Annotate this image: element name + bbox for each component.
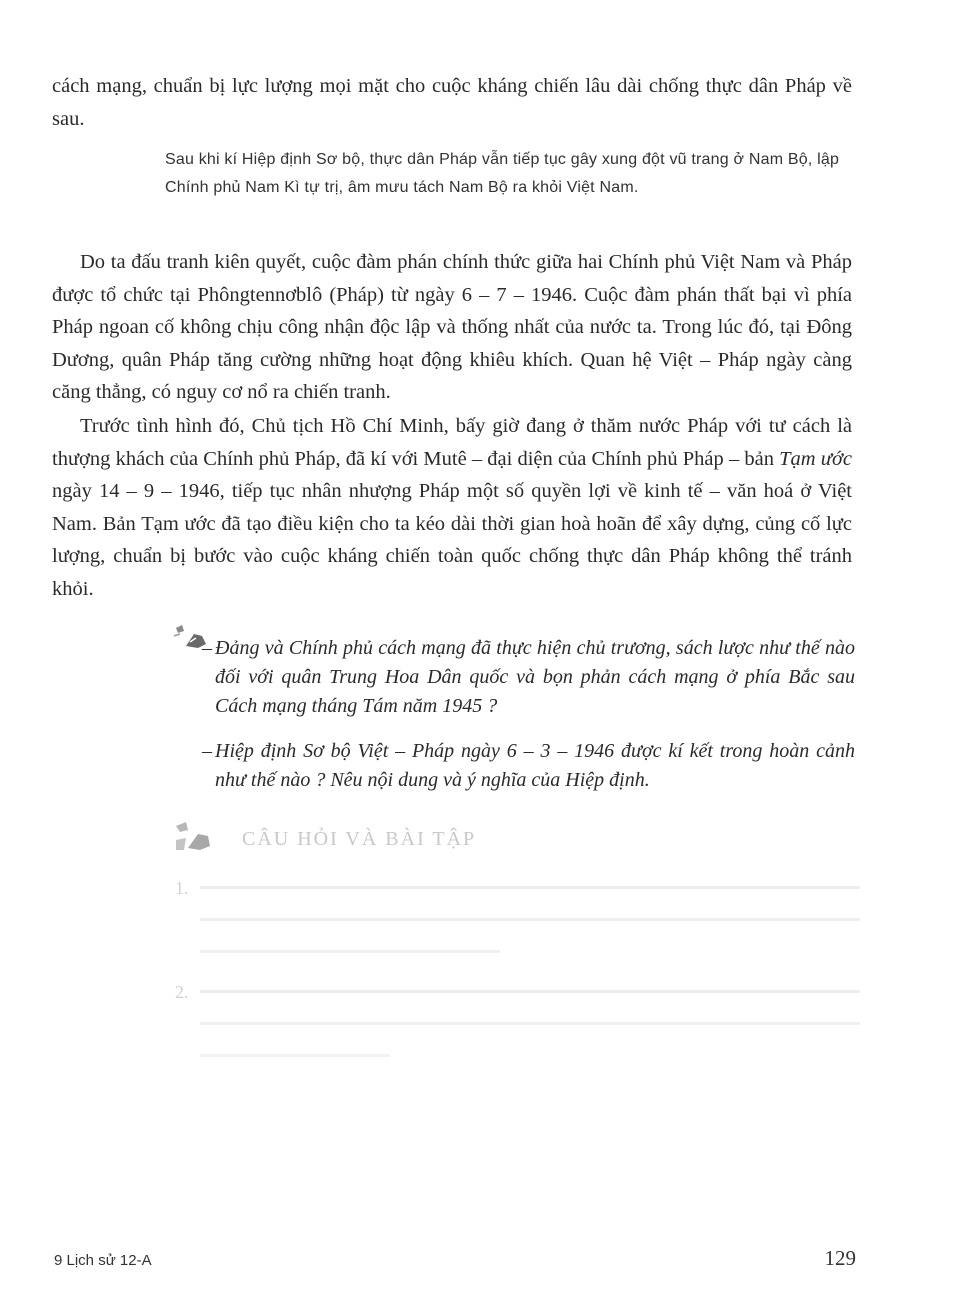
p3-text-after: ngày 14 – 9 – 1946, tiếp tục nhân nhượng Pháp một số quyền lợi về kinh tế – văn hoá ở Việt Nam. Bản Tạm ước đã tạo điều kiện cho ta kéo dài thời gian hoà hoãn để xây dựng, củng cố lực lượng, chuẩn bị bước vào cuộc kháng chiến toàn quốc chống thực dân Pháp không thể tránh khỏi. <box>52 480 852 600</box>
paragraph-negotiation: Do ta đấu tranh kiên quyết, cuộc đàm phán chính thức giữa hai Chính phủ Việt Nam và Pháp được tổ chức tại Phôngtennơblô (Pháp) từ ngày 6 – 7 – 1946. Cuộc đàm phán thất bại vì phía Pháp ngoan cố không chịu công nhận độc lập và thống nhất của nước ta. Trong lúc đó, tại Đông Dương, quân Pháp tăng cường những hoạt động khiêu khích. Quan hệ Việt – Pháp ngày càng căng thẳng, có nguy cơ nổ ra chiến tranh. <box>52 251 852 403</box>
question-dash: – <box>202 637 212 659</box>
review-question-2 <box>202 737 855 795</box>
exercise-number: 2. <box>175 982 189 1002</box>
exercise-number: 1. <box>175 878 189 898</box>
page-number: 129 <box>824 1246 856 1270</box>
term-tam-uoc: Tạm ước <box>779 447 852 470</box>
question-2-text: Hiệp định Sơ bộ Việt – Pháp ngày 6 – 3 – 1946 được kí kết trong hoàn cảnh như thế nào ? Nêu nội dung và ý nghĩa của Hiệp định. <box>215 740 855 791</box>
faded-line <box>200 1008 860 1040</box>
exercise-item-2 <box>175 976 860 1072</box>
paragraph-intro: cách mạng, chuẩn bị lực lượng mọi mặt cho cuộc kháng chiến lâu dài chống thực dân Pháp về sau. <box>52 75 852 130</box>
exercise-heading: CÂU HỎI VÀ BÀI TẬP <box>242 828 477 850</box>
faded-line <box>200 936 860 968</box>
exercise-item-1 <box>175 872 860 968</box>
footer-label: 9 Lịch sử 12-A <box>54 1252 152 1269</box>
exercise-icon <box>172 818 212 854</box>
faded-line <box>200 1040 860 1072</box>
review-question-1 <box>202 634 855 721</box>
question-dash: – <box>202 740 212 762</box>
p3-text-before: Trước tình hình đó, Chủ tịch Hồ Chí Minh, bấy giờ đang ở thăm nước Pháp với tư cách là thượng khách của Chính phủ Pháp, đã kí với Mutê – đại diện của Chính phủ Pháp – bản <box>52 415 852 470</box>
faded-line <box>200 976 860 1008</box>
note-paragraph: Sau khi kí Hiệp định Sơ bộ, thực dân Pháp vẫn tiếp tục gây xung đột vũ trang ở Nam Bộ, lập Chính phủ Nam Kì tự trị, âm mưu tách Nam Bộ ra khỏi Việt Nam. <box>165 151 840 196</box>
paragraph-modus-vivendi <box>52 410 852 605</box>
faded-line <box>200 904 860 936</box>
question-1-text: Đảng và Chính phủ cách mạng đã thực hiện chủ trương, sách lược như thế nào đối với quân Trung Hoa Dân quốc và bọn phản cách mạng ở phía Bắc sau Cách mạng tháng Tám năm 1945 ? <box>215 637 855 717</box>
faded-line <box>200 872 860 904</box>
